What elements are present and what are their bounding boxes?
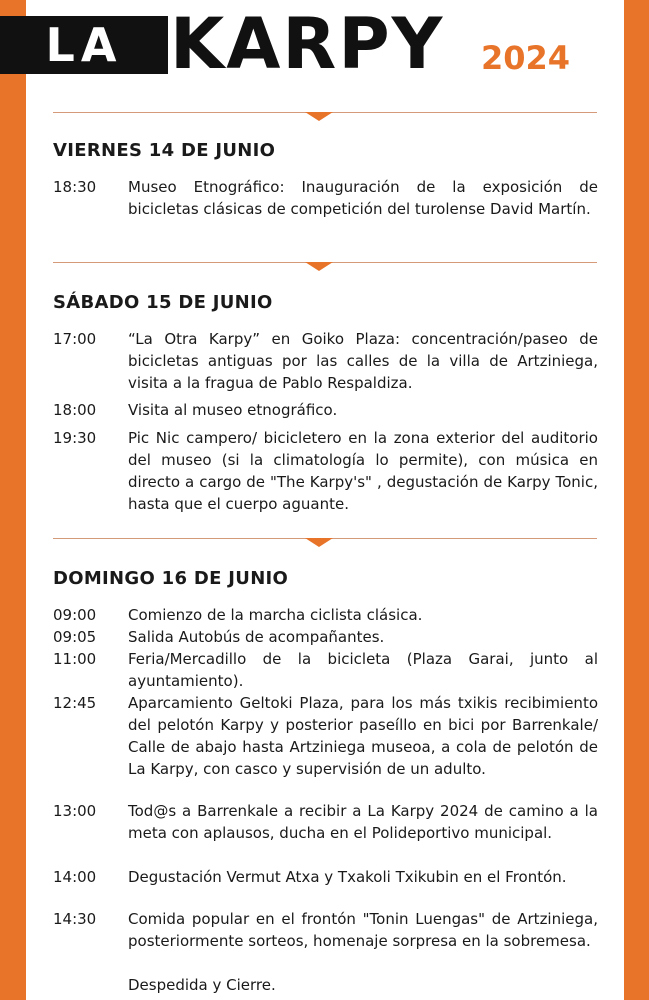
day-title-saturday: SÁBADO 15 DE JUNIO: [53, 292, 273, 313]
closing-text: Despedida y Cierre.: [128, 976, 276, 994]
event-time: 09:00: [53, 606, 97, 624]
event-description: Tod@s a Barrenkale a recibir a La Karpy 2024 de camino a la meta con aplausos, ducha en el Polideportivo municipal.: [128, 802, 598, 842]
event-time: 18:00: [53, 401, 97, 419]
left-orange-border: [0, 0, 26, 1000]
divider-arrow-icon: [305, 262, 333, 271]
event-description: Degustación Vermut Atxa y Txakoli Txikubin en el Frontón.: [128, 868, 567, 886]
logo-karpy: KARPY: [170, 3, 445, 85]
event-description: Comienzo de la marcha ciclista clásica.: [128, 606, 423, 624]
event-description: Feria/Mercadillo de la bicicleta (Plaza Garai, junto al ayuntamiento).: [128, 650, 598, 690]
event-description: Aparcamiento Geltoki Plaza, para los más txikis recibimiento del pelotón Karpy y posterior paseíllo en bici por Barrenkale/ Calle de abajo hasta Artziniega museoa, a cola de pelotón de La Karpy, con casco y supervisión de un adulto.: [128, 694, 598, 778]
event-description: “La Otra Karpy” en Goiko Plaza: concentración/paseo de bicicletas antiguas por las calles de la villa de Artziniega, visita a la fragua de Pablo Respaldiza.: [128, 330, 598, 392]
event-time: 11:00: [53, 650, 97, 668]
logo-year: 2024: [481, 39, 571, 77]
event-time: 14:00: [53, 868, 97, 886]
event-description: Pic Nic campero/ bicicletero en la zona exterior del auditorio del museo (si la climatología lo permite), con música en directo a cargo de "The Karpy's" , degustación de Karpy Tonic, hasta que el cuerpo aguante.: [128, 429, 598, 513]
event-description: Comida popular en el frontón "Tonin Luengas" de Artziniega, posteriormente sorteos, homenaje sorpresa en la sobremesa.: [128, 910, 598, 950]
event-description: Salida Autobús de acompañantes.: [128, 628, 385, 646]
event-description: Visita al museo etnográfico.: [128, 401, 338, 419]
day-title-friday: VIERNES 14 DE JUNIO: [53, 140, 276, 161]
header-logo: [0, 0, 649, 85]
right-orange-border: [624, 0, 649, 1000]
divider-arrow-icon: [305, 538, 333, 547]
event-time: 12:45: [53, 694, 97, 712]
event-time: 13:00: [53, 802, 97, 820]
day-title-sunday: DOMINGO 16 DE JUNIO: [53, 568, 289, 589]
event-description: Museo Etnográfico: Inauguración de la exposición de bicicletas clásicas de competición del turolense David Martín.: [128, 178, 598, 218]
event-time: 19:30: [53, 429, 97, 447]
event-time: 18:30: [53, 178, 97, 196]
logo-la: LA: [0, 16, 168, 74]
event-time: 14:30: [53, 910, 97, 928]
divider-arrow-icon: [305, 112, 333, 121]
event-time: 17:00: [53, 330, 97, 348]
event-time: 09:05: [53, 628, 97, 646]
